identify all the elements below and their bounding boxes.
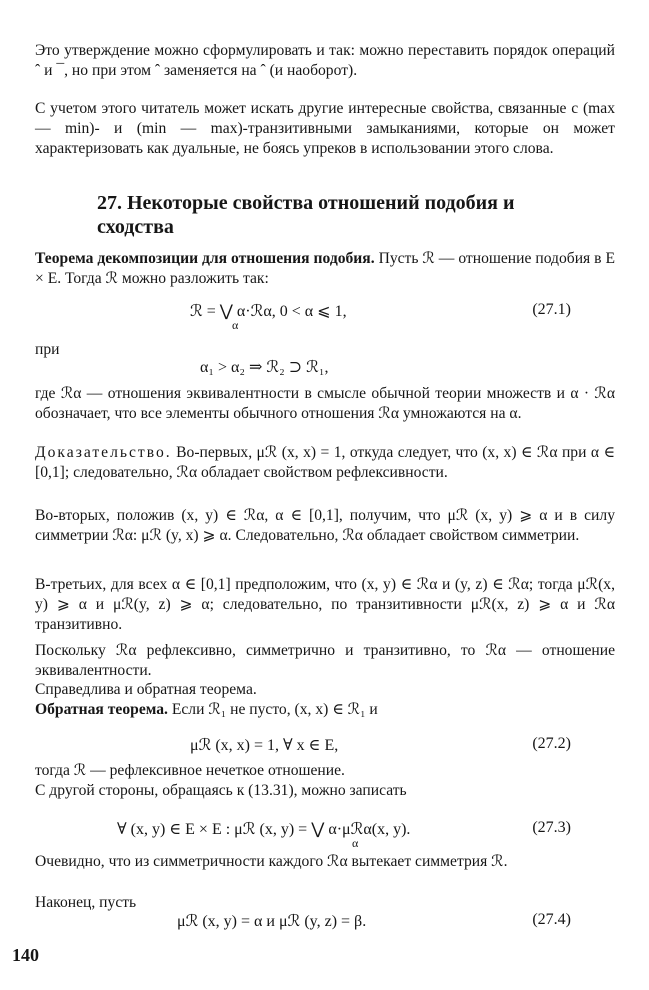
proof-text: Во-первых, μℛ (x, x) = 1, откуда следует, что (x, x) ∈ ℛα при α ∈ [0,1]; следовательно, ℛα обладает свойством рефлексивности. (35, 444, 615, 481)
pri-word: при (35, 341, 60, 358)
paragraph-3: где ℛα — отношения эквивалентности в смысле обычной теории множеств и α · ℛα обозначает, что все элементы обычного отношения ℛα умножаются на α. (35, 385, 615, 422)
equation-27-2: μℛ (x, x) = 1, ∀ x ∈ E, (190, 737, 339, 754)
converse-text: Если ℛ₁ не пусто, (x, x) ∈ ℛ₁ и (167, 701, 378, 718)
equation-27-2-number: (27.2) (532, 735, 571, 752)
paragraph-11: Очевидно, что из симметричности каждого ℛα вытекает симметрия ℛ. (35, 853, 508, 870)
converse-paragraph (35, 700, 615, 720)
paragraph-12: Наконец, пусть (35, 894, 137, 911)
page-number: 140 (12, 945, 39, 965)
equation-27-1-number: (27.1) (532, 301, 571, 318)
theorem-title: Теорема декомпозиции для отношения подобия. (35, 250, 375, 267)
paragraph-10: С другой стороны, обращаясь к (13.31), можно записать (35, 782, 407, 799)
theorem-paragraph (35, 249, 615, 289)
proof-paragraph (35, 443, 615, 483)
equation-27-4: μℛ (x, y) = α и μℛ (y, z) = β. (177, 913, 367, 930)
converse-title: Обратная теорема. (35, 701, 168, 718)
paragraph-5: Во-вторых, положив (x, y) ∈ ℛα, α ∈ [0,1], получим, что μℛ (x, y) ⩾ α и в силу симметрии ℛα: μℛ (y, x) ⩾ α. Следовательно, ℛα обладает свойством симметрии. (35, 507, 615, 544)
section-title: 27. Некоторые свойства отношений подобия и сходства (97, 192, 515, 238)
theorem-text: Пусть ℛ — отношение подобия в E × E. Тогда ℛ можно разложить так: (35, 250, 615, 287)
paragraph-7: Поскольку ℛα рефлексивно, симметрично и транзитивно, то ℛα — отношение эквивалентности. (35, 642, 615, 679)
proof-word: Доказательство. (35, 444, 172, 461)
equation-27-1 (190, 301, 347, 321)
equation-27-1-body: ℛ = ⋁ α·ℛα, 0 < α ⩽ 1, (190, 303, 347, 320)
paragraph-1: Это утверждение можно сформулировать и так: можно переставить порядок операций ˆ и ¯, но при этом ˆ заменяется на ˆ (и наоборот). (35, 42, 615, 79)
equation-27-4-number: (27.4) (532, 911, 571, 928)
paragraph-8: Справедлива и обратная теорема. (35, 681, 257, 698)
equation-order: α₁ > α₂ ⇒ ℛ₂ ⊃ ℛ₁, (200, 359, 329, 376)
equation-27-3-subscript: α (352, 836, 359, 850)
paragraph-9: тогда ℛ — рефлексивное нечеткое отношение. (35, 762, 345, 779)
paragraph-6: В-третьих, для всех α ∈ [0,1] предположим, что (x, y) ∈ ℛα и (y, z) ∈ ℛα; тогда μℛ(x, y) ⩾ α и μℛ(y, z) ⩾ α; следовательно, по транзитивности μℛ(x, z) ⩾ α и ℛα транзитивно. (35, 576, 615, 633)
equation-27-3-number: (27.3) (532, 819, 571, 836)
equation-27-1-subscript: α (232, 318, 239, 332)
equation-27-3: ∀ (x, y) ∈ E × E : μℛ (x, y) = ⋁ α·μℛα(x, y). (117, 821, 411, 838)
paragraph-2: С учетом этого читатель может искать другие интересные свойства, связанные с (max — min)- и (min — max)-транзитивными замыканиями, которые он может характеризовать как дуальные, не боясь упреков в использовании этого слова. (35, 100, 615, 157)
